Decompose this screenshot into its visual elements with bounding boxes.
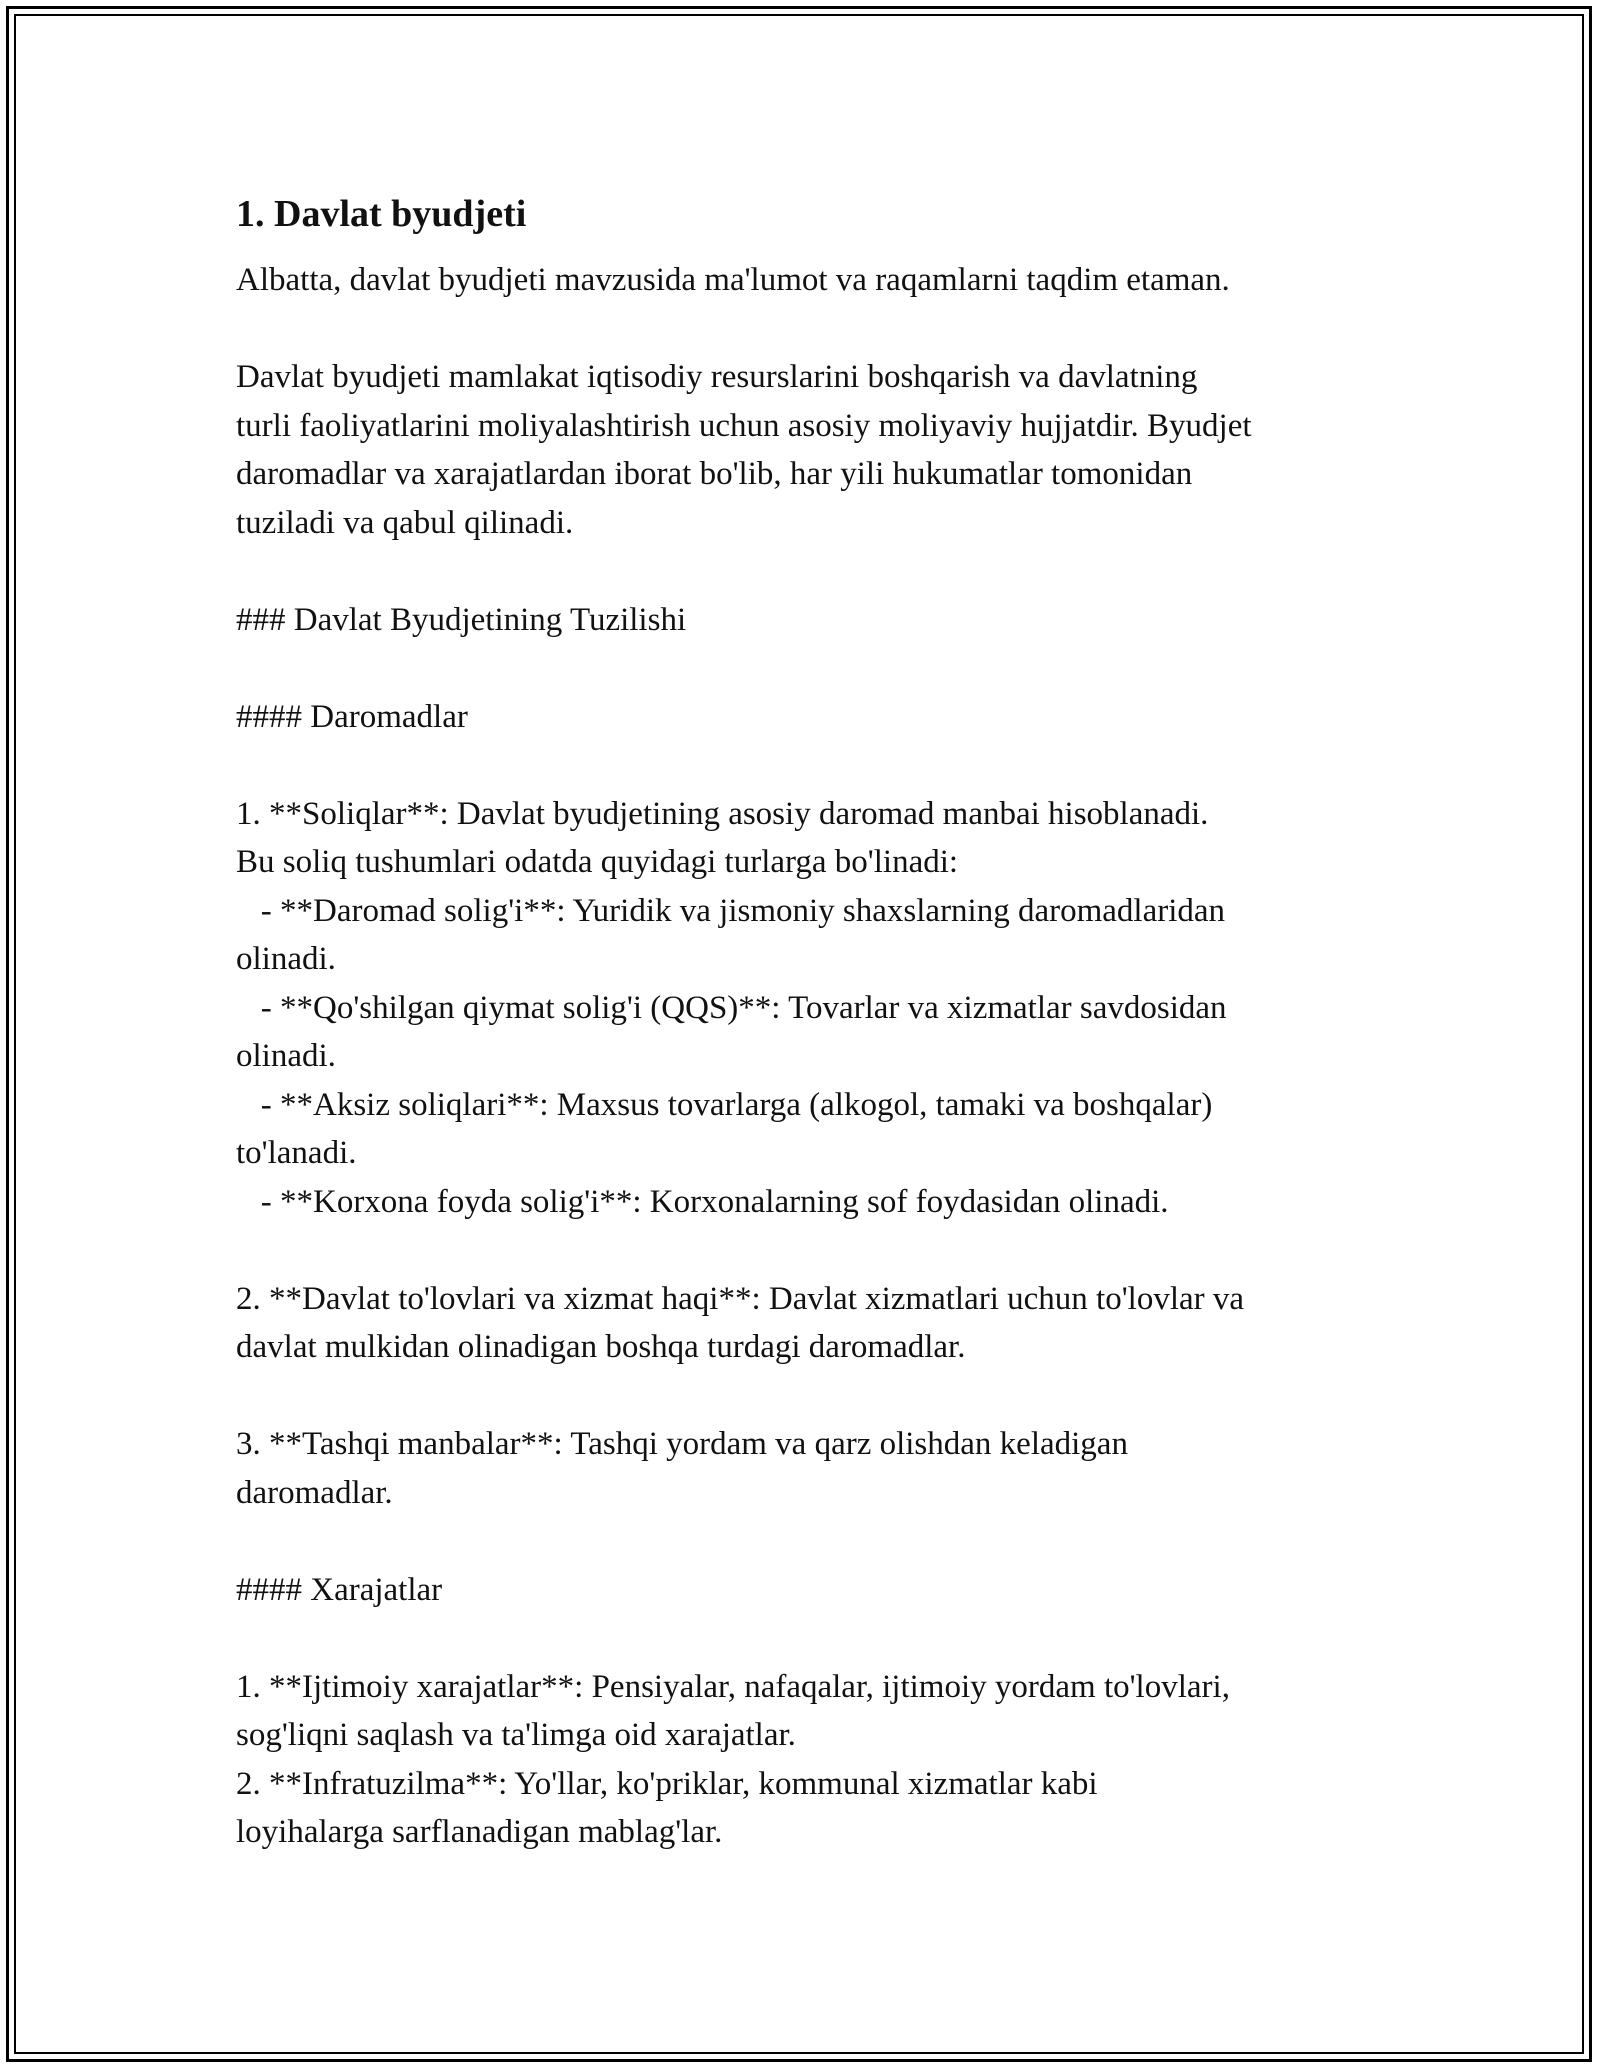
text-line: - **Korxona foyda solig'i**: Korxonalarning sof foydasidan olinadi. [236,1183,1169,1220]
document-title: 1. Davlat byudjeti [236,193,527,235]
text-line [236,1517,1396,1566]
text-line: sog'liqni saqlash va ta'limga oid xarajatlar. [236,1717,796,1753]
document-body [236,186,1396,1857]
text-line: Albatta, davlat byudjeti mavzusida ma'lumot va raqamlarni taqdim etaman. [236,262,1230,298]
text-line [236,305,1396,354]
text-line: davlat mulkidan olinadigan boshqa turdagi daromadlar. [236,1329,966,1365]
text-line [236,1614,1396,1663]
text-line: Davlat byudjeti mamlakat iqtisodiy resurslarini boshqarish va davlatning [236,359,1198,395]
text-line: - **Daromad solig'i**: Yuridik va jismoniy shaxslarning daromadlaridan [236,892,1226,929]
text-line: to'lanadi. [236,1135,357,1171]
text-line: - **Qo'shilgan qiymat solig'i (QQS)**: Tovarlar va xizmatlar savdosidan [236,989,1227,1026]
document-text [236,256,1396,1857]
text-line: daromadlar. [236,1474,393,1511]
text-line: - **Aksiz soliqlari**: Maxsus tovarlarga (alkogol, tamaki va boshqalar) [236,1086,1213,1123]
text-line: tuziladi va qabul qilinadi. [236,504,574,541]
text-line: turli faoliyatlarini moliyalashtirish uchun asosiy moliyaviy hujjatdir. Byudjet [236,407,1252,444]
text-line: 3. **Tashqi manbalar**: Tashqi yordam va qarz olishdan keladigan [236,1426,1128,1462]
text-line: loyihalarga sarflanadigan mablag'lar. [236,1814,723,1850]
text-line: daromadlar va xarajatlardan iborat bo'lib, har yili hukumatlar tomonidan [236,456,1193,492]
text-line: 1. **Ijtimoiy xarajatlar**: Pensiyalar, nafaqalar, ijtimoiy yordam to'lovlari, [236,1668,1230,1705]
text-line: 1. **Soliqlar**: Davlat byudjetining asosiy daromad manbai hisoblanadi. [236,795,1209,832]
text-line: olinadi. [236,1038,336,1074]
text-line: 2. **Davlat to'lovlari va xizmat haqi**: Davlat xizmatlari uchun to'lovlar va [236,1280,1245,1317]
text-line: ### Davlat Byudjetining Tuzilishi [236,601,687,638]
text-line [236,1372,1396,1421]
text-line [236,644,1396,693]
text-line: Bu soliq tushumlari odatda quyidagi turlarga bo'linadi: [236,844,959,880]
text-line [236,1226,1396,1275]
text-line [236,547,1396,596]
text-line: #### Daromadlar [236,698,468,735]
text-line: #### Xarajatlar [236,1571,443,1608]
text-line [236,741,1396,790]
text-line: olinadi. [236,941,336,977]
text-line: 2. **Infratuzilma**: Yo'llar, ko'priklar, kommunal xizmatlar kabi [236,1765,1098,1802]
